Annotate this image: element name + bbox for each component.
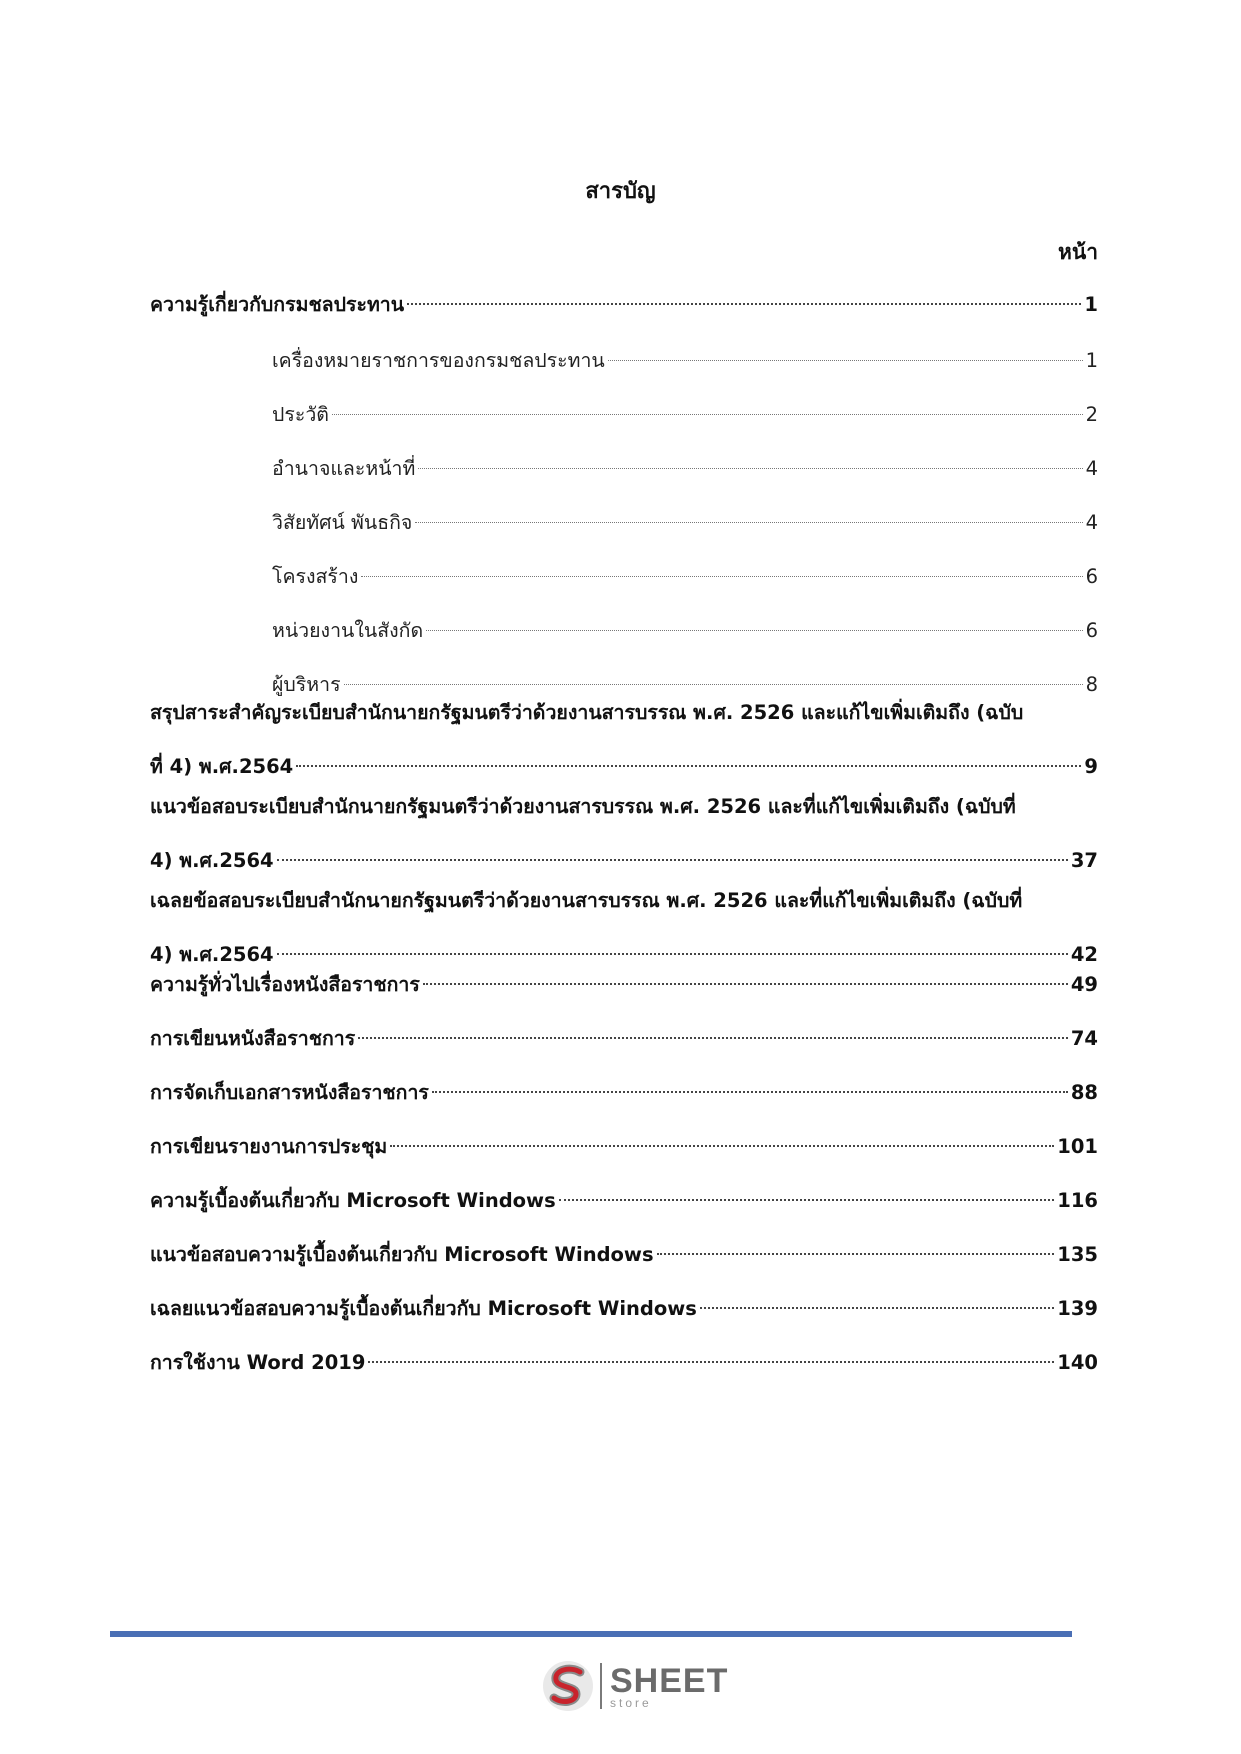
toc-entry-title: เครื่องหมายราชการของกรมชลประทาน xyxy=(272,349,605,372)
toc-entry[interactable] xyxy=(150,970,1098,1000)
dot-leader xyxy=(358,1036,1068,1039)
toc-entry-line xyxy=(150,752,1098,782)
toc-entry-page-number: 4 xyxy=(1085,457,1098,480)
sheet-store-logo xyxy=(540,1658,728,1714)
toc-entry-line xyxy=(150,1186,1098,1216)
toc-entry-line xyxy=(150,970,1098,1000)
dot-leader xyxy=(390,1144,1054,1147)
toc-entry-line xyxy=(150,1024,1098,1054)
toc-entry-title: ประวัติ xyxy=(272,403,329,426)
dot-leader xyxy=(700,1306,1054,1309)
toc-entry-page-number: 6 xyxy=(1085,619,1098,642)
toc-entry[interactable] xyxy=(150,616,1098,646)
toc-entry-line xyxy=(272,616,1098,646)
dot-leader xyxy=(407,302,1081,305)
toc-entry-title: การจัดเก็บเอกสารหนังสือราชการ xyxy=(150,1081,429,1104)
toc-entry-page-number: 101 xyxy=(1057,1135,1098,1158)
toc-entry-line xyxy=(150,1348,1098,1378)
toc-entry[interactable] xyxy=(150,346,1098,376)
toc-entry-page-number: 9 xyxy=(1084,755,1098,778)
line-gap xyxy=(150,916,1098,940)
toc-entry[interactable] xyxy=(150,698,1098,782)
dot-leader xyxy=(657,1252,1055,1255)
toc-entry-title: การใช้งาน Word 2019 xyxy=(150,1351,366,1374)
logo-separator xyxy=(600,1663,602,1709)
toc-entry-line xyxy=(272,508,1098,538)
line-gap xyxy=(150,728,1098,752)
toc-title: สารบัญ xyxy=(585,179,656,204)
dot-leader xyxy=(344,683,1083,685)
toc-entry-title: 4) พ.ศ.2564 xyxy=(150,943,274,966)
dot-leader xyxy=(361,575,1082,577)
logo-word: SHEET xyxy=(610,1661,729,1700)
toc-entry-page-number: 49 xyxy=(1070,973,1098,996)
toc-entry-title: ความรู้ทั่วไปเรื่องหนังสือราชการ xyxy=(150,973,420,996)
toc-entry[interactable] xyxy=(150,1348,1098,1378)
toc-entry-line xyxy=(272,400,1098,430)
line-gap xyxy=(150,822,1098,846)
toc-entry-line xyxy=(150,846,1098,876)
toc-entry[interactable] xyxy=(150,454,1098,484)
dot-leader xyxy=(368,1360,1054,1363)
toc-entry-line xyxy=(150,1132,1098,1162)
toc-entry-title-line1: แนวข้อสอบระเบียบสำนักนายกรัฐมนตรีว่าด้วยงานสารบรรณ พ.ศ. 2526 และที่แก้ไขเพิ่มเติมถึง (ฉบับที่ xyxy=(150,795,1016,818)
toc-entry-title: วิสัยทัศน์ พันธกิจ xyxy=(272,511,413,534)
toc-entry-title: อำนาจและหน้าที่ xyxy=(272,457,416,480)
toc-entry[interactable] xyxy=(150,1186,1098,1216)
dot-leader xyxy=(296,764,1081,767)
toc-entry-title: หน่วยงานในสังกัด xyxy=(272,619,424,642)
toc-entry-page-number: 2 xyxy=(1085,403,1098,426)
toc-entry-title: 4) พ.ศ.2564 xyxy=(150,849,274,872)
toc-entry-page-number: 135 xyxy=(1057,1243,1098,1266)
toc-entry-page-number: 1 xyxy=(1085,349,1098,372)
toc-entry-line xyxy=(272,346,1098,376)
toc-entry-line xyxy=(150,1240,1098,1270)
toc-entry[interactable] xyxy=(150,290,1098,320)
toc-entry[interactable] xyxy=(150,886,1098,970)
logo-text xyxy=(610,1661,729,1710)
dot-leader xyxy=(277,952,1068,955)
toc-entry-page-number: 4 xyxy=(1085,511,1098,534)
toc-entry-title: โครงสร้าง xyxy=(272,565,359,588)
dot-leader xyxy=(418,467,1082,469)
toc-entry-line xyxy=(150,1294,1098,1324)
dot-leader xyxy=(608,359,1083,361)
toc-entry-title-line1: สรุปสาระสำคัญระเบียบสำนักนายกรัฐมนตรีว่าด้วยงานสารบรรณ พ.ศ. 2526 และแก้ไขเพิ่มเติมถึง (ฉบับ xyxy=(150,701,1024,724)
toc-entry[interactable] xyxy=(150,1024,1098,1054)
toc-entry-page-number: 116 xyxy=(1057,1189,1098,1212)
dot-leader xyxy=(426,629,1082,631)
footer-bar xyxy=(110,1631,1072,1637)
toc-entry-page-number: 74 xyxy=(1070,1027,1098,1050)
toc-entry[interactable] xyxy=(150,508,1098,538)
toc-entry-title: ที่ 4) พ.ศ.2564 xyxy=(150,755,294,778)
toc-entry-title-line1: เฉลยข้อสอบระเบียบสำนักนายกรัฐมนตรีว่าด้วยงานสารบรรณ พ.ศ. 2526 และที่แก้ไขเพิ่มเติมถึง (ฉบับที่ xyxy=(150,889,1023,912)
toc-entry-title: ความรู้เบื้องต้นเกี่ยวกับ Microsoft Windows xyxy=(150,1189,556,1212)
toc-entry-page-number: 37 xyxy=(1070,849,1098,872)
toc-entry-title: แนวข้อสอบความรู้เบื้องต้นเกี่ยวกับ Microsoft Windows xyxy=(150,1243,654,1266)
toc-entry[interactable] xyxy=(150,1078,1098,1108)
toc-entry-line xyxy=(272,670,1098,700)
toc-entry[interactable] xyxy=(150,1240,1098,1270)
toc-entry-title: การเขียนรายงานการประชุม xyxy=(150,1135,388,1158)
sheet-store-logo-icon xyxy=(540,1658,596,1714)
toc-entry-page-number: 42 xyxy=(1070,943,1098,966)
dot-leader xyxy=(559,1198,1055,1201)
toc-entry-title: การเขียนหนังสือราชการ xyxy=(150,1027,356,1050)
toc-entry-page-number: 6 xyxy=(1085,565,1098,588)
toc-entry-line xyxy=(272,454,1098,484)
toc-entry-page-number: 140 xyxy=(1057,1351,1098,1374)
toc-entry-page-number: 1 xyxy=(1084,293,1098,316)
toc-entry[interactable] xyxy=(150,562,1098,592)
toc-entry[interactable] xyxy=(150,792,1098,876)
page-column-header: หน้า xyxy=(1058,240,1098,264)
toc-entry-page-number: 139 xyxy=(1057,1297,1098,1320)
dot-leader xyxy=(432,1090,1068,1093)
dot-leader xyxy=(332,413,1083,415)
dot-leader xyxy=(277,858,1068,861)
toc-entry-line xyxy=(150,290,1098,320)
dot-leader xyxy=(423,982,1068,985)
dot-leader xyxy=(415,521,1082,523)
toc-entry[interactable] xyxy=(150,1294,1098,1324)
toc-entry[interactable] xyxy=(150,400,1098,430)
toc-entry[interactable] xyxy=(150,670,1098,700)
toc-entry-line xyxy=(150,940,1098,970)
toc-entry-page-number: 8 xyxy=(1085,673,1098,696)
logo-subword: store xyxy=(610,1695,652,1710)
toc-entry-title: เฉลยแนวข้อสอบความรู้เบื้องต้นเกี่ยวกับ Microsoft Windows xyxy=(150,1297,697,1320)
toc-entry[interactable] xyxy=(150,1132,1098,1162)
toc-entry-line xyxy=(150,1078,1098,1108)
toc-entry-line xyxy=(272,562,1098,592)
toc-entry-title: ความรู้เกี่ยวกับกรมชลประทาน xyxy=(150,293,405,316)
toc-entry-title: ผู้บริหาร xyxy=(272,673,341,696)
toc-entry-page-number: 88 xyxy=(1070,1081,1098,1104)
